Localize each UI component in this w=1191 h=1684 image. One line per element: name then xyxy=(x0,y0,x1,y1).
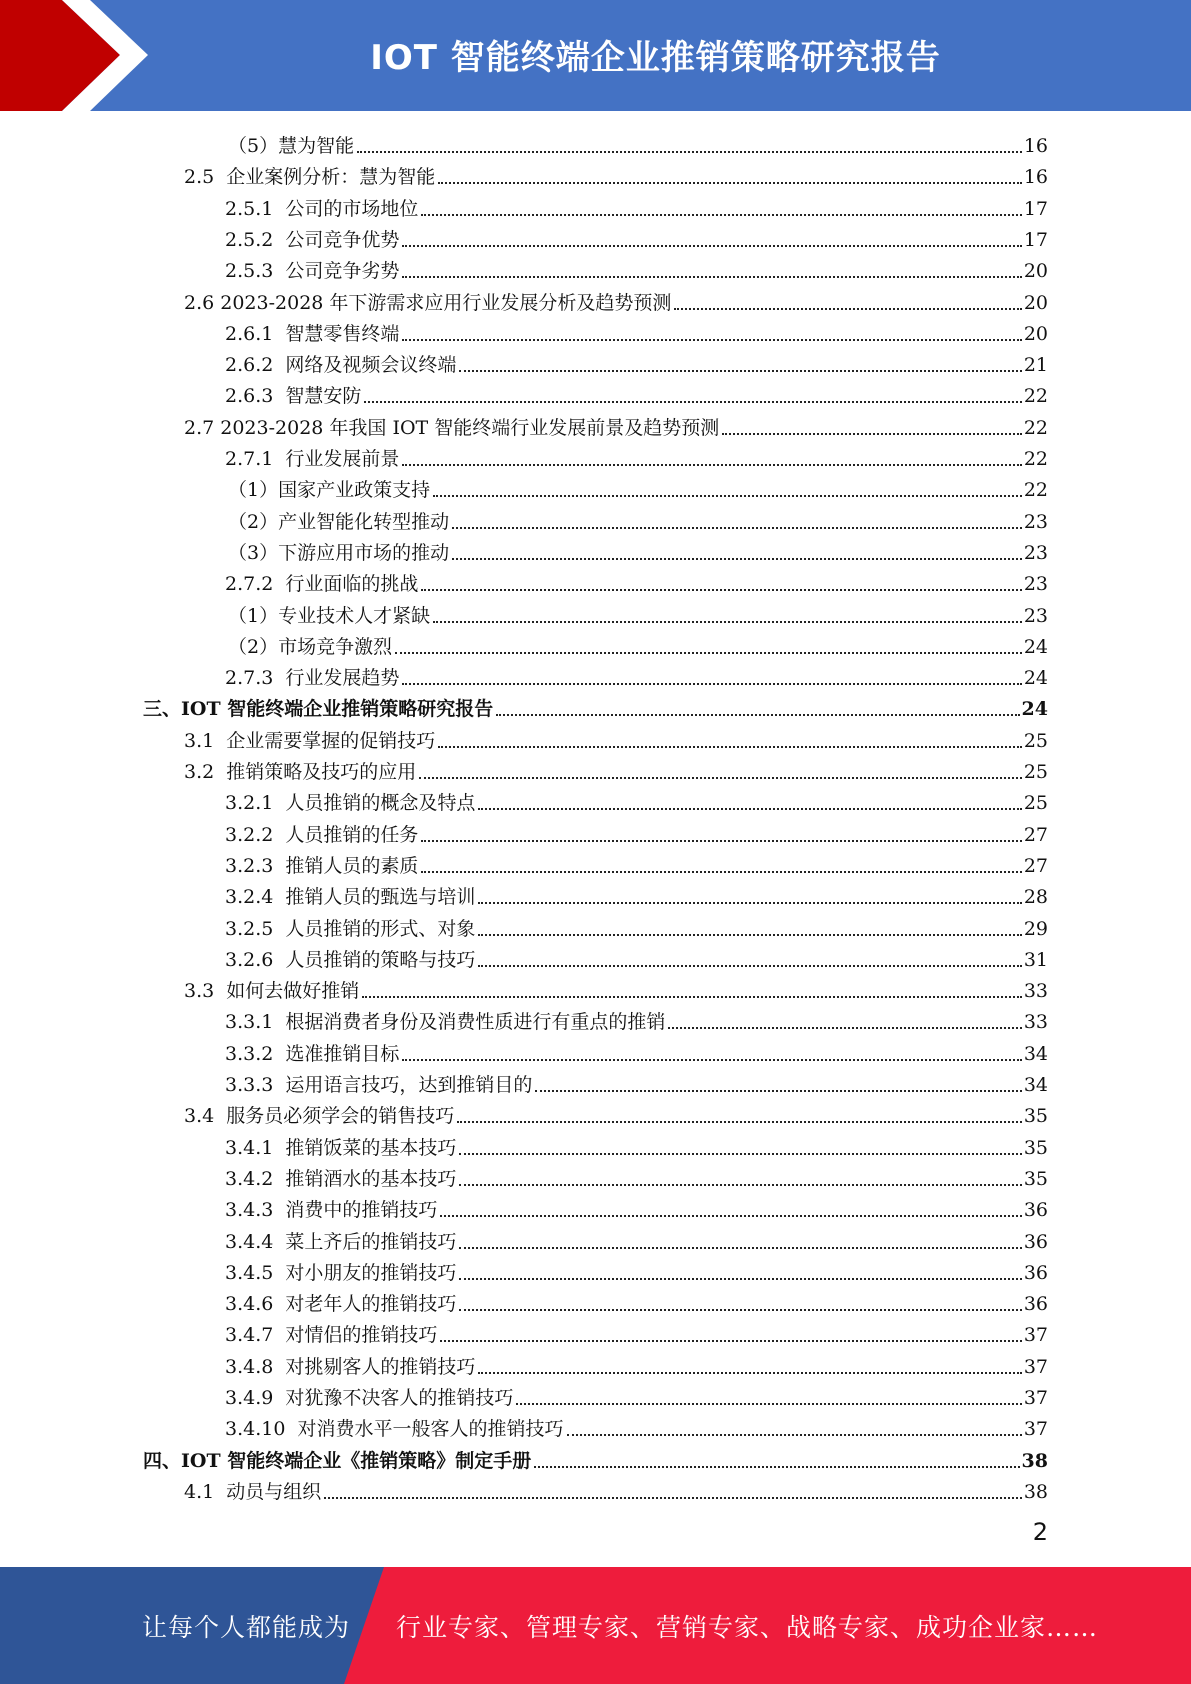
toc-dot-leader xyxy=(421,871,1021,873)
toc-entry[interactable] xyxy=(228,127,1048,158)
toc-entry-title: 3.2 推销策略及技巧的应用 xyxy=(184,761,417,783)
toc-dot-leader xyxy=(421,214,1021,216)
toc-entry-title: 3.4.4 菜上齐后的推销技巧 xyxy=(225,1230,457,1253)
toc-entry-page: 17 xyxy=(1023,228,1048,251)
toc-dot-leader xyxy=(722,433,1022,435)
toc-dot-leader xyxy=(478,902,1021,904)
toc-entry-title: 2.7 2023-2028 年我国 IOT 智能终端行业发展前景及趋势预测 xyxy=(184,416,720,439)
toc-entry[interactable] xyxy=(225,377,1048,408)
toc-entry[interactable] xyxy=(225,1285,1048,1316)
toc-entry-title: 2.6 2023-2028 年下游需求应用行业发展分析及趋势预测 xyxy=(184,291,672,314)
toc-entry-page: 16 xyxy=(1023,135,1048,157)
toc-entry-title: 3.3.3 运用语言技巧，达到推销目的 xyxy=(225,1074,533,1096)
toc-dot-leader xyxy=(438,746,1022,748)
toc-dot-leader xyxy=(402,464,1021,466)
toc-entry-title: 3.4.7 对情侣的推销技巧 xyxy=(225,1324,438,1347)
toc-entry-page: 25 xyxy=(1023,761,1048,783)
toc-dot-leader xyxy=(668,1027,1021,1029)
toc-entry-page: 36 xyxy=(1023,1261,1048,1284)
toc-entry-page: 37 xyxy=(1023,1355,1048,1378)
toc-entry-page: 35 xyxy=(1023,1136,1048,1159)
toc-dot-leader xyxy=(459,1153,1021,1155)
toc-entry-page: 22 xyxy=(1023,416,1048,439)
toc-entry-page: 27 xyxy=(1023,823,1048,846)
toc-entry-title: 4.1 动员与组织 xyxy=(184,1480,322,1503)
toc-entry[interactable] xyxy=(228,597,1048,628)
toc-entry-title: 3.2.2 人员推销的任务 xyxy=(225,823,419,846)
toc-entry[interactable] xyxy=(184,1097,1048,1128)
toc-dot-leader xyxy=(438,182,1022,184)
toc-dot-leader xyxy=(452,527,1022,529)
toc-entry[interactable] xyxy=(228,628,1048,659)
toc-entry-page: 34 xyxy=(1023,1074,1048,1096)
toc-entry-title: （1）专业技术人才紧缺 xyxy=(228,604,431,627)
toc-dot-leader xyxy=(459,1247,1021,1249)
toc-entry-title: 2.7.2 行业面临的挑战 xyxy=(225,573,419,596)
toc-dot-leader xyxy=(478,1372,1021,1374)
toc-entry-page: 23 xyxy=(1023,541,1048,564)
toc-entry[interactable] xyxy=(225,346,1048,377)
toc-dot-leader xyxy=(357,151,1022,153)
toc-entry[interactable] xyxy=(225,659,1048,690)
toc-dot-leader xyxy=(362,996,1022,998)
footer-slogan-right: 行业专家、管理专家、营销专家、战略专家、成功企业家…… xyxy=(396,1612,1099,1642)
toc-dot-leader xyxy=(459,370,1021,372)
toc-entry[interactable] xyxy=(225,878,1048,909)
toc-entry-title: （1）国家产业政策支持 xyxy=(228,479,431,502)
toc-entry[interactable] xyxy=(228,503,1048,534)
toc-dot-leader xyxy=(459,1278,1021,1280)
toc-dot-leader xyxy=(440,1340,1021,1342)
toc-entry-page: 29 xyxy=(1023,917,1048,940)
toc-entry-title: 3.3.1 根据消费者身份及消费性质进行有重点的推销 xyxy=(225,1011,666,1034)
toc-entry-title: 3.2.5 人员推销的形式、对象 xyxy=(225,917,476,940)
toc-entry-title: 3.1 企业需要掌握的促销技巧 xyxy=(184,729,436,752)
toc-dot-leader xyxy=(496,714,1019,716)
toc-entry-page: 22 xyxy=(1023,479,1048,502)
toc-entry-title: 3.4.9 对犹豫不决客人的推销技巧 xyxy=(225,1387,514,1409)
toc-dot-leader xyxy=(364,401,1021,403)
toc-entry-page: 27 xyxy=(1023,854,1048,877)
toc-entry[interactable] xyxy=(225,1191,1048,1222)
toc-dot-leader xyxy=(402,245,1021,247)
toc-dot-leader xyxy=(457,1121,1022,1123)
toc-dot-leader xyxy=(421,589,1021,591)
toc-dot-leader xyxy=(459,1309,1021,1311)
toc-entry-title: 2.7.3 行业发展趋势 xyxy=(225,667,400,690)
toc-entry[interactable] xyxy=(228,534,1048,565)
toc-entry-title: 3.2.3 推销人员的素质 xyxy=(225,854,419,877)
toc-dot-leader xyxy=(535,1090,1021,1092)
toc-entry-page: 34 xyxy=(1023,1042,1048,1065)
footer-slogan-left: 让每个人都能成为 xyxy=(142,1612,351,1642)
toc-entry-page: 37 xyxy=(1023,1387,1048,1409)
toc-entry-title: 3.3.2 选准推销目标 xyxy=(225,1042,400,1065)
toc-dot-leader xyxy=(402,1059,1021,1061)
toc-entry-title: 2.5.3 公司竞争劣势 xyxy=(225,260,400,283)
toc-dot-leader xyxy=(567,1434,1022,1436)
toc-entry-title: 3.4.2 推销酒水的基本技巧 xyxy=(225,1167,457,1190)
toc-entry[interactable] xyxy=(143,1442,1048,1473)
toc-entry-title: 四、IOT 智能终端企业《推销策略》制定手册 xyxy=(143,1449,532,1472)
toc-entry[interactable] xyxy=(225,1003,1048,1034)
toc-dot-leader xyxy=(402,683,1021,685)
toc-dot-leader xyxy=(433,621,1022,623)
toc-entry-title: 3.2.6 人员推销的策略与技巧 xyxy=(225,948,476,971)
toc-entry-title: 三、IOT 智能终端企业推销策略研究报告 xyxy=(143,698,494,721)
toc-entry-page: 20 xyxy=(1023,322,1048,345)
toc-dot-leader xyxy=(534,1466,1019,1468)
toc-entry[interactable] xyxy=(225,1410,1048,1441)
toc-dot-leader xyxy=(395,652,1022,654)
toc-entry-page: 37 xyxy=(1023,1418,1048,1441)
toc-entry-title: 2.6.3 智慧安防 xyxy=(225,385,362,408)
toc-entry[interactable] xyxy=(225,941,1048,972)
toc-entry-title: 3.2.1 人员推销的概念及特点 xyxy=(225,792,476,815)
toc-entry-page: 38 xyxy=(1023,1480,1048,1503)
toc-dot-leader xyxy=(452,558,1022,560)
toc-entry-title: 3.4.10 对消费水平一般客人的推销技巧 xyxy=(225,1418,564,1441)
toc-entry-title: 3.4.3 消费中的推销技巧 xyxy=(225,1199,438,1222)
toc-dot-leader xyxy=(478,934,1021,936)
toc-entry-page: 21 xyxy=(1023,354,1048,377)
toc-entry-page: 36 xyxy=(1023,1199,1048,1222)
toc-entry-title: 3.3 如何去做好推销 xyxy=(184,980,360,1003)
toc-entry-title: 3.4.6 对老年人的推销技巧 xyxy=(225,1293,457,1316)
toc-entry-title: 2.7.1 行业发展前景 xyxy=(225,448,400,470)
toc-dot-leader xyxy=(674,308,1021,310)
toc-entry-page: 25 xyxy=(1023,792,1048,815)
toc-entry[interactable] xyxy=(225,1316,1048,1347)
toc-entry[interactable] xyxy=(184,1473,1048,1504)
toc-entry-page: 36 xyxy=(1023,1230,1048,1253)
toc-dot-leader xyxy=(324,1497,1022,1499)
toc-entry[interactable] xyxy=(184,158,1048,189)
page-footer xyxy=(0,1567,1191,1684)
toc-dot-leader xyxy=(419,777,1022,779)
toc-entry-title: 3.2.4 推销人员的甄选与培训 xyxy=(225,886,476,909)
toc-entry[interactable] xyxy=(225,1223,1048,1254)
toc-dot-leader xyxy=(459,1184,1021,1186)
toc-entry-page: 31 xyxy=(1023,948,1048,971)
toc-entry-title: 2.5.1 公司的市场地位 xyxy=(225,197,419,220)
toc-entry-page: 35 xyxy=(1023,1167,1048,1190)
toc-entry-page: 24 xyxy=(1021,698,1048,721)
toc-entry-page: 20 xyxy=(1023,260,1048,283)
toc-entry-page: 38 xyxy=(1021,1449,1048,1472)
toc-entry[interactable] xyxy=(225,440,1048,471)
toc-entry-title: 3.4.8 对挑剔客人的推销技巧 xyxy=(225,1355,476,1378)
toc-entry-page: 22 xyxy=(1023,385,1048,408)
header-title: IOT 智能终端企业推销策略研究报告 xyxy=(370,37,941,78)
toc-entry-title: （3）下游应用市场的推动 xyxy=(228,541,450,564)
toc-entry[interactable] xyxy=(225,1066,1048,1097)
toc-dot-leader xyxy=(433,495,1022,497)
toc-entry-page: 22 xyxy=(1023,448,1048,470)
toc-entry[interactable] xyxy=(184,753,1048,784)
toc-entry-title: 3.4 服务员必须学会的销售技巧 xyxy=(184,1105,455,1128)
toc-entry-title: 2.6.2 网络及视频会议终端 xyxy=(225,354,457,377)
toc-entry-page: 37 xyxy=(1023,1324,1048,1347)
toc-entry-title: 3.4.1 推销饭菜的基本技巧 xyxy=(225,1136,457,1159)
toc-entry-page: 17 xyxy=(1023,197,1048,220)
toc-entry[interactable] xyxy=(225,1254,1048,1285)
toc-entry-page: 33 xyxy=(1023,980,1048,1003)
toc-entry[interactable] xyxy=(225,1348,1048,1379)
toc-entry[interactable] xyxy=(225,1379,1048,1410)
toc-dot-leader xyxy=(478,808,1021,810)
toc-dot-leader xyxy=(402,339,1021,341)
toc-entry[interactable] xyxy=(225,910,1048,941)
toc-entry-page: 23 xyxy=(1023,604,1048,627)
toc-entry[interactable] xyxy=(225,816,1048,847)
toc-entry-page: 36 xyxy=(1023,1293,1048,1316)
toc-entry-title: 2.5 企业案例分析：慧为智能 xyxy=(184,166,436,189)
toc-entry[interactable] xyxy=(225,1129,1048,1160)
toc-entry[interactable] xyxy=(225,847,1048,878)
toc-dot-leader xyxy=(478,965,1021,967)
toc-entry-page: 23 xyxy=(1023,510,1048,533)
toc-entry[interactable] xyxy=(184,722,1048,753)
toc-entry[interactable] xyxy=(225,784,1048,815)
toc-entry[interactable] xyxy=(228,471,1048,502)
toc-entry-title: （5）慧为智能 xyxy=(228,135,355,157)
toc-entry[interactable] xyxy=(225,315,1048,346)
toc-entry[interactable] xyxy=(184,972,1048,1003)
page-number: 2 xyxy=(1032,1518,1048,1546)
toc-dot-leader xyxy=(440,1215,1021,1217)
toc-entry[interactable] xyxy=(225,1035,1048,1066)
toc-entry-title: （2）市场竞争激烈 xyxy=(228,635,393,658)
toc-entry-page: 24 xyxy=(1023,635,1048,658)
toc-entry-title: （2）产业智能化转型推动 xyxy=(228,510,450,533)
toc-dot-leader xyxy=(402,276,1021,278)
toc-entry-page: 20 xyxy=(1023,291,1048,314)
toc-entry-title: 2.5.2 公司竞争优势 xyxy=(225,228,400,251)
toc-entry-page: 16 xyxy=(1023,166,1048,189)
toc-entry[interactable] xyxy=(225,190,1048,221)
toc-entry-title: 2.6.1 智慧零售终端 xyxy=(225,322,400,345)
toc-entry-page: 25 xyxy=(1023,729,1048,752)
toc-entry[interactable] xyxy=(225,565,1048,596)
toc-entry[interactable] xyxy=(184,284,1048,315)
toc-entry-page: 24 xyxy=(1023,667,1048,690)
toc-entry-page: 35 xyxy=(1023,1105,1048,1128)
toc-entry-title: 3.4.5 对小朋友的推销技巧 xyxy=(225,1261,457,1284)
toc-entry[interactable] xyxy=(184,409,1048,440)
toc-entry[interactable] xyxy=(143,690,1048,721)
toc-dot-leader xyxy=(421,840,1021,842)
toc-entry-page: 23 xyxy=(1023,573,1048,596)
toc-dot-leader xyxy=(516,1403,1021,1405)
toc-entry-page: 28 xyxy=(1023,886,1048,909)
toc-entry-page: 33 xyxy=(1023,1011,1048,1034)
toc-entry[interactable] xyxy=(225,1160,1048,1191)
page-header xyxy=(0,0,1191,111)
toc-entry[interactable] xyxy=(225,252,1048,283)
toc-entry[interactable] xyxy=(225,221,1048,252)
